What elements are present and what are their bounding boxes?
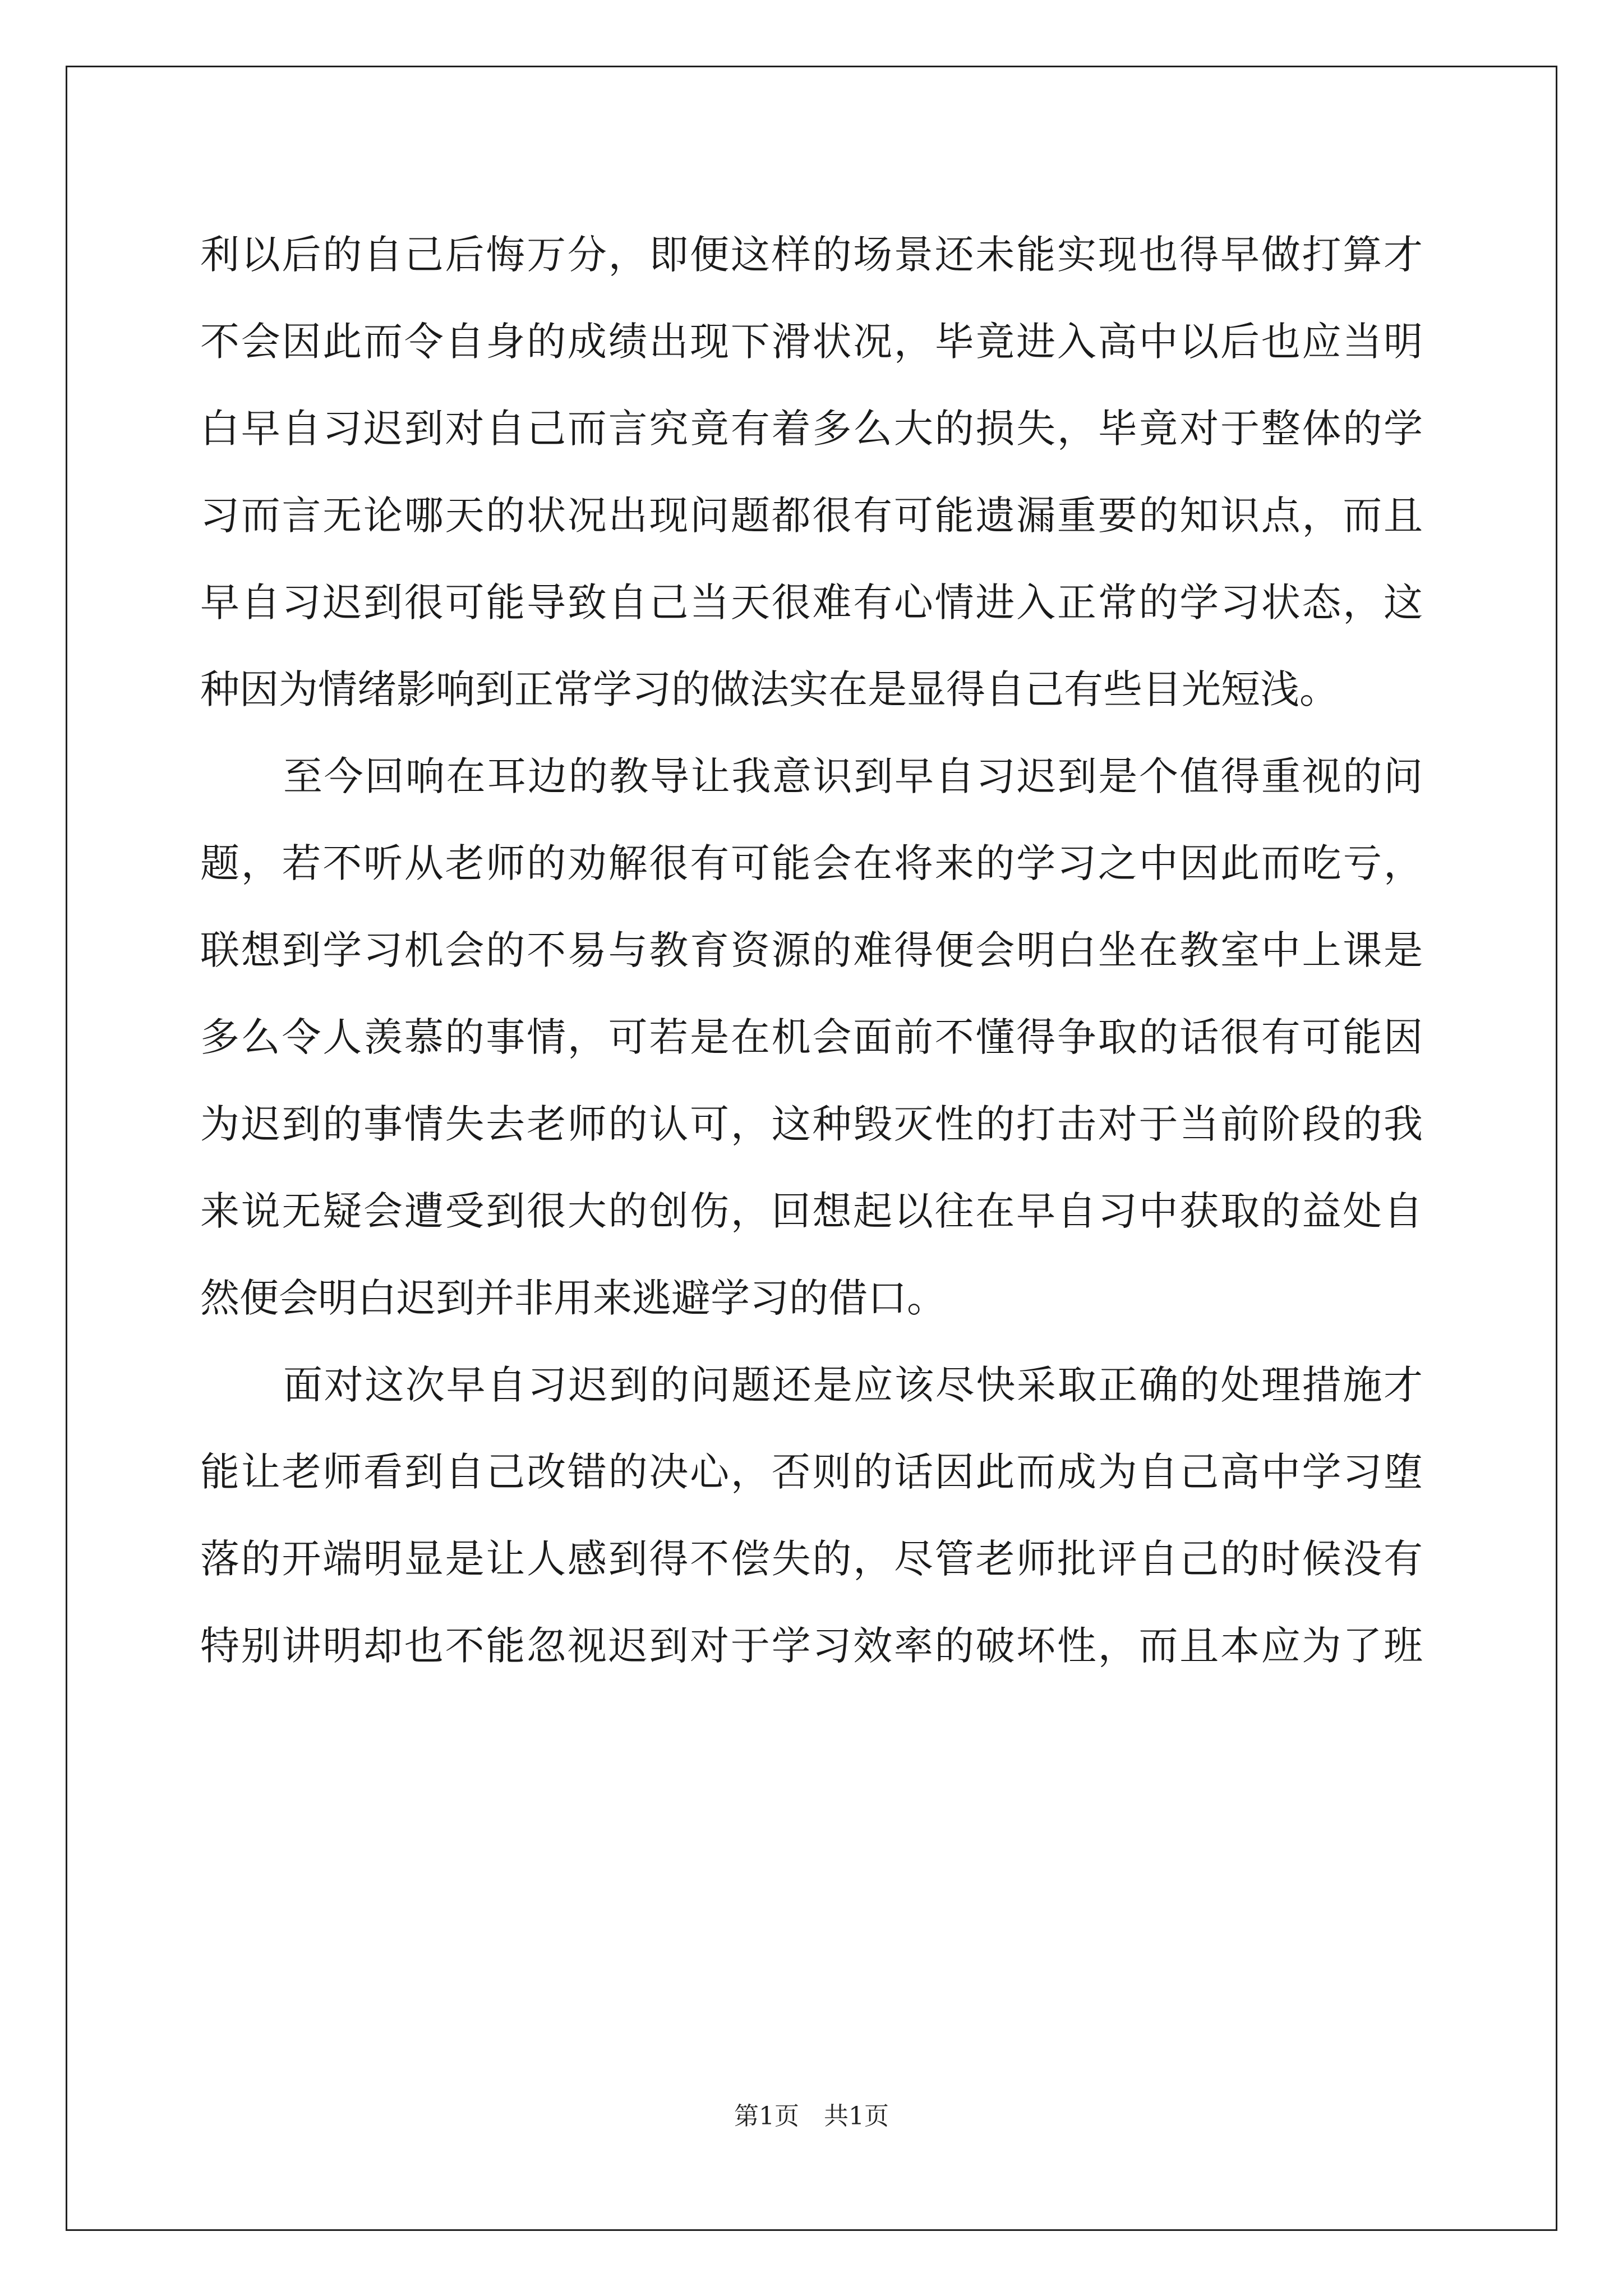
- text-line: 能让老师看到自己改错的决心，否则的话因此而成为自己高中学习堕: [200, 1449, 1423, 1495]
- document-body: [200, 211, 1423, 1690]
- text-line: 至今回响在耳边的教导让我意识到早自习迟到是个值得重视的问: [283, 753, 1423, 799]
- text-line: 联想到学习机会的不易与教育资源的难得便会明白坐在教室中上课是: [200, 927, 1423, 973]
- page-footer: [0, 2101, 1623, 2132]
- text-line: 种因为情绪影响到正常学习的做法实在是显得自己有些目光短浅。: [200, 666, 1339, 712]
- text-line: 多么令人羡慕的事情，可若是在机会面前不懂得争取的话很有可能因: [200, 1014, 1423, 1060]
- text-line: 早自习迟到很可能导致自己当天很难有心情进入正常的学习状态，这: [200, 579, 1423, 625]
- text-line: 题，若不听从老师的劝解很有可能会在将来的学习之中因此而吃亏，: [200, 840, 1423, 886]
- text-line: 习而言无论哪天的状况出现问题都很有可能遗漏重要的知识点，而且: [200, 493, 1423, 539]
- text-line: 为迟到的事情失去老师的认可，这种毁灭性的打击对于当前阶段的我: [200, 1101, 1423, 1147]
- text-line: 白早自习迟到对自己而言究竟有着多么大的损失，毕竟对于整体的学: [200, 406, 1423, 452]
- page-number: 第1页: [734, 2102, 799, 2131]
- text-line: 特别讲明却也不能忽视迟到对于学习效率的破坏性，而且本应为了班: [200, 1623, 1423, 1669]
- text-line: 面对这次早自习迟到的问题还是应该尽快采取正确的处理措施才: [283, 1362, 1423, 1408]
- text-line: 利以后的自己后悔万分，即便这样的场景还未能实现也得早做打算才: [200, 232, 1423, 278]
- text-line: 然便会明白迟到并非用来逃避学习的借口。: [200, 1275, 946, 1321]
- page-total: 共1页: [824, 2102, 889, 2131]
- text-line: 来说无疑会遭受到很大的创伤，回想起以往在早自习中获取的益处自: [200, 1188, 1423, 1234]
- text-line: 落的开端明显是让人感到得不偿失的，尽管老师批评自己的时候没有: [200, 1536, 1423, 1582]
- text-line: 不会因此而令自身的成绩出现下滑状况，毕竟进入高中以后也应当明: [200, 319, 1423, 365]
